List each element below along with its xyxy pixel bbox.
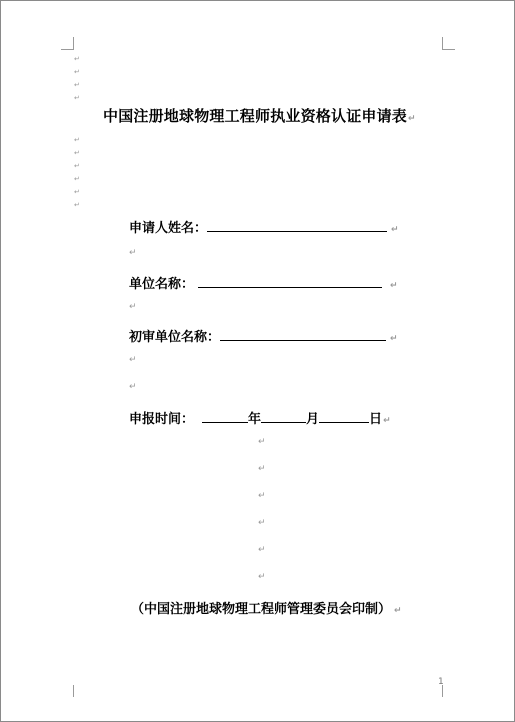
paragraph-mark: ↵ bbox=[391, 225, 399, 235]
paragraph-mark: ↵ bbox=[74, 68, 80, 76]
document-title bbox=[103, 105, 416, 126]
paragraph-mark: ↵ bbox=[258, 545, 266, 555]
paragraph-mark: ↵ bbox=[258, 491, 266, 501]
unit-name-field bbox=[129, 273, 398, 292]
paragraph-mark: ↵ bbox=[74, 55, 80, 63]
report-time-label: 申报时间： bbox=[129, 412, 195, 427]
issuer-note bbox=[131, 598, 402, 617]
paragraph-mark: ↵ bbox=[408, 114, 416, 124]
applicant-name-blank[interactable] bbox=[207, 219, 387, 232]
unit-name-blank[interactable] bbox=[198, 275, 382, 288]
paragraph-mark: ↵ bbox=[129, 248, 137, 258]
issuer-note-text: （中国注册地球物理工程师管理委员会印制） bbox=[131, 602, 392, 617]
paragraph-mark: ↵ bbox=[74, 94, 80, 102]
paragraph-mark: ↵ bbox=[390, 334, 398, 344]
paragraph-mark: ↵ bbox=[258, 464, 266, 474]
page-number: 1 bbox=[438, 677, 444, 687]
crop-mark-top-left bbox=[61, 37, 74, 50]
paragraph-mark: ↵ bbox=[258, 518, 266, 528]
paragraph-mark: ↵ bbox=[74, 136, 80, 144]
paragraph-mark: ↵ bbox=[383, 416, 391, 426]
paragraph-mark: ↵ bbox=[74, 149, 80, 157]
initial-review-unit-blank[interactable] bbox=[220, 328, 386, 341]
paragraph-mark: ↵ bbox=[74, 162, 80, 170]
month-label: 月 bbox=[306, 412, 320, 427]
paragraph-mark: ↵ bbox=[390, 281, 398, 291]
report-time-field bbox=[129, 408, 391, 427]
unit-name-label: 单位名称： bbox=[129, 277, 195, 292]
paragraph-mark: ↵ bbox=[74, 175, 80, 183]
paragraph-mark: ↵ bbox=[74, 81, 80, 89]
year-label: 年 bbox=[248, 412, 262, 427]
paragraph-mark: ↵ bbox=[129, 355, 137, 365]
day-blank[interactable] bbox=[319, 410, 369, 423]
initial-review-unit-label: 初审单位名称： bbox=[129, 330, 221, 345]
paragraph-mark: ↵ bbox=[258, 572, 266, 582]
day-label: 日 bbox=[369, 412, 383, 427]
paragraph-mark: ↵ bbox=[394, 606, 402, 616]
paragraph-mark: ↵ bbox=[129, 302, 137, 312]
initial-review-unit-field bbox=[129, 326, 398, 345]
crop-mark-top-right bbox=[442, 37, 455, 50]
paragraph-mark: ↵ bbox=[74, 188, 80, 196]
document-title-text: 中国注册地球物理工程师执业资格认证申请表 bbox=[103, 107, 408, 125]
month-blank[interactable] bbox=[261, 410, 306, 423]
applicant-name-field bbox=[129, 217, 399, 236]
crop-mark-bottom-left bbox=[73, 685, 74, 697]
paragraph-mark: ↵ bbox=[74, 201, 80, 209]
applicant-name-label: 申请人姓名： bbox=[129, 221, 208, 236]
paragraph-mark: ↵ bbox=[258, 437, 266, 447]
year-blank[interactable] bbox=[202, 410, 248, 423]
paragraph-mark: ↵ bbox=[129, 382, 137, 392]
